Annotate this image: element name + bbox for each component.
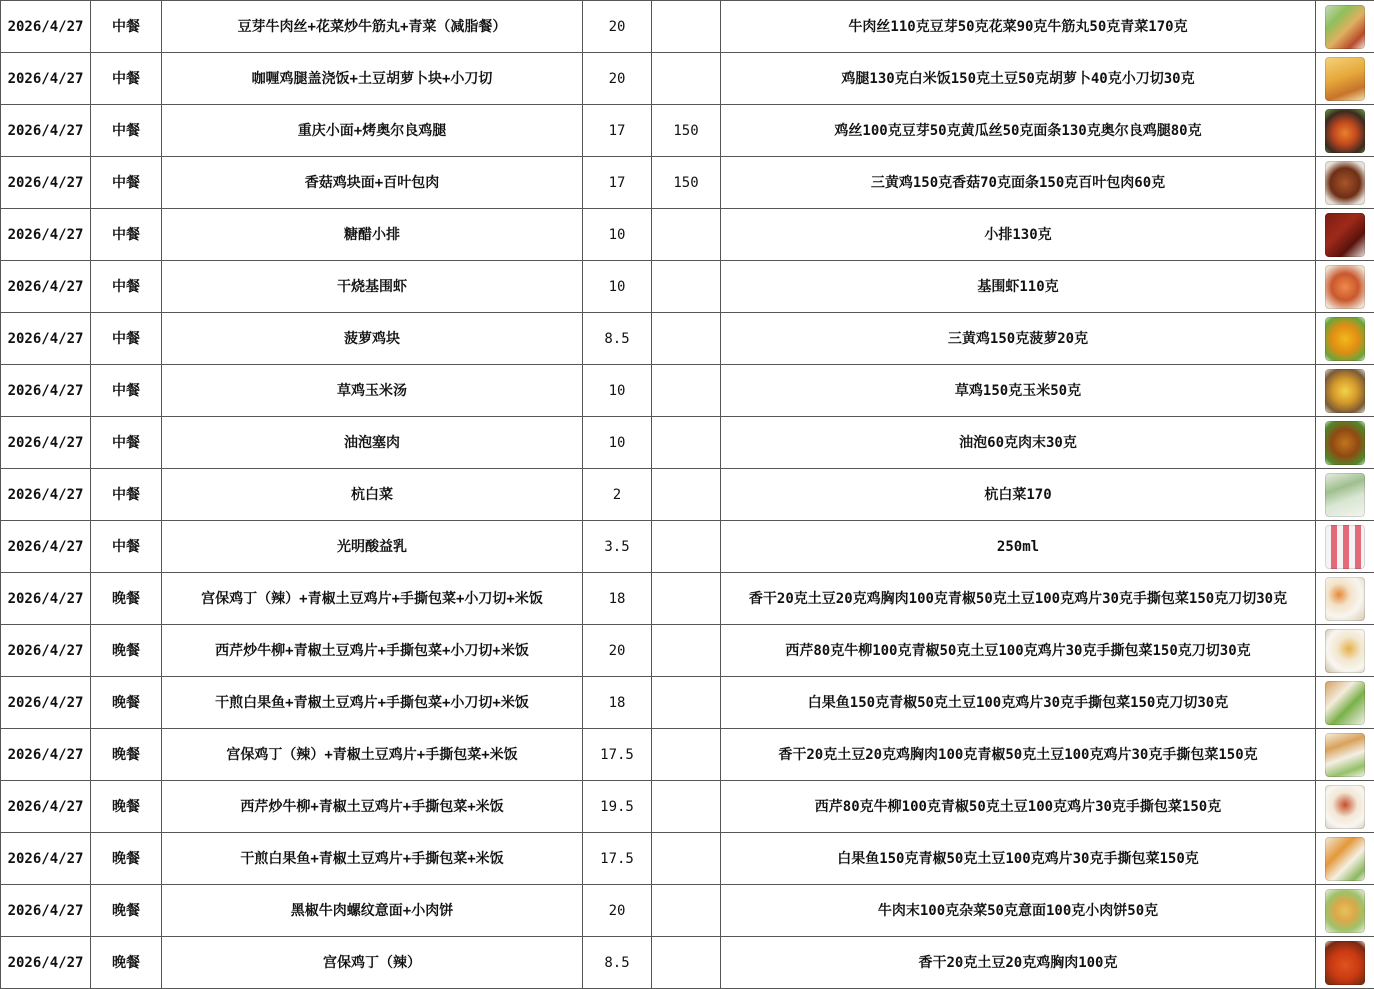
table-row xyxy=(1,469,1374,521)
pineapple-chicken-photo xyxy=(1325,317,1365,361)
date-cell[interactable]: 2026/4/27 xyxy=(1,53,91,105)
meal-type-cell[interactable]: 中餐 xyxy=(91,313,162,365)
dish-name-cell[interactable]: 宫保鸡丁（辣）+青椒土豆鸡片+手撕包菜+小刀切+米饭 xyxy=(162,573,583,625)
date-cell[interactable]: 2026/4/27 xyxy=(1,625,91,677)
extra-value-cell[interactable]: 150 xyxy=(652,105,721,157)
photo-cell[interactable] xyxy=(1316,1,1374,53)
set-meal-photo xyxy=(1325,577,1365,621)
photo-cell[interactable] xyxy=(1316,53,1374,105)
ingredients-cell[interactable]: 鸡丝100克豆芽50克黄瓜丝50克面条130克奥尔良鸡腿80克 xyxy=(721,105,1316,157)
photo-cell[interactable] xyxy=(1316,833,1374,885)
photo-cell[interactable] xyxy=(1316,417,1374,469)
extra-value-cell[interactable] xyxy=(652,209,721,261)
price-cell[interactable]: 8.5 xyxy=(583,313,652,365)
dish-name-cell[interactable]: 草鸡玉米汤 xyxy=(162,365,583,417)
photo-cell[interactable] xyxy=(1316,625,1374,677)
set-meal-photo xyxy=(1325,681,1365,725)
price-cell[interactable]: 19.5 xyxy=(583,781,652,833)
photo-cell[interactable] xyxy=(1316,677,1374,729)
photo-cell[interactable] xyxy=(1316,781,1374,833)
price-cell[interactable]: 18 xyxy=(583,573,652,625)
date-cell[interactable]: 2026/4/27 xyxy=(1,677,91,729)
dish-name-cell[interactable]: 黑椒牛肉螺纹意面+小肉饼 xyxy=(162,885,583,937)
date-cell[interactable]: 2026/4/27 xyxy=(1,729,91,781)
table-row xyxy=(1,1,1374,53)
price-cell[interactable]: 17 xyxy=(583,157,652,209)
date-cell[interactable]: 2026/4/27 xyxy=(1,261,91,313)
ingredients-cell[interactable]: 杭白菜170 xyxy=(721,469,1316,521)
photo-cell[interactable] xyxy=(1316,105,1374,157)
date-cell[interactable]: 2026/4/27 xyxy=(1,313,91,365)
yogurt-drink-photo xyxy=(1325,525,1365,569)
meal-type-cell[interactable]: 中餐 xyxy=(91,53,162,105)
ingredients-cell[interactable]: 三黄鸡150克菠萝20克 xyxy=(721,313,1316,365)
ingredients-cell[interactable]: 三黄鸡150克香菇70克面条150克百叶包肉60克 xyxy=(721,157,1316,209)
extra-value-cell[interactable] xyxy=(652,365,721,417)
date-cell[interactable]: 2026/4/27 xyxy=(1,365,91,417)
ingredients-cell[interactable]: 香干20克土豆20克鸡胸肉100克 xyxy=(721,937,1316,989)
dish-name-cell[interactable]: 重庆小面+烤奥尔良鸡腿 xyxy=(162,105,583,157)
chongqing-noodle-photo xyxy=(1325,109,1365,153)
meal-type-cell[interactable]: 晚餐 xyxy=(91,573,162,625)
set-meal-photo xyxy=(1325,785,1365,829)
extra-value-cell[interactable] xyxy=(652,417,721,469)
photo-cell[interactable] xyxy=(1316,313,1374,365)
photo-cell[interactable] xyxy=(1316,937,1374,989)
photo-cell[interactable] xyxy=(1316,209,1374,261)
price-cell[interactable]: 20 xyxy=(583,1,652,53)
date-cell[interactable]: 2026/4/27 xyxy=(1,833,91,885)
sweet-sour-ribs-photo xyxy=(1325,213,1365,257)
photo-cell[interactable] xyxy=(1316,469,1374,521)
extra-value-cell[interactable] xyxy=(652,261,721,313)
dish-name-cell[interactable]: 宫保鸡丁（辣）+青椒土豆鸡片+手撕包菜+米饭 xyxy=(162,729,583,781)
ingredients-cell[interactable]: 牛肉末100克杂菜50克意面100克小肉饼50克 xyxy=(721,885,1316,937)
price-cell[interactable]: 2 xyxy=(583,469,652,521)
extra-value-cell[interactable] xyxy=(652,573,721,625)
table-row xyxy=(1,417,1374,469)
extra-value-cell[interactable] xyxy=(652,885,721,937)
table-row xyxy=(1,781,1374,833)
photo-cell[interactable] xyxy=(1316,261,1374,313)
set-meal-photo xyxy=(1325,837,1365,881)
dish-name-cell[interactable]: 咖喱鸡腿盖浇饭+土豆胡萝卜块+小刀切 xyxy=(162,53,583,105)
extra-value-cell[interactable] xyxy=(652,937,721,989)
dish-name-cell[interactable]: 豆芽牛肉丝+花菜炒牛筋丸+青菜（减脂餐） xyxy=(162,1,583,53)
price-cell[interactable]: 20 xyxy=(583,625,652,677)
price-cell[interactable]: 17 xyxy=(583,105,652,157)
ingredients-cell[interactable]: 油泡60克肉末30克 xyxy=(721,417,1316,469)
extra-value-cell[interactable] xyxy=(652,625,721,677)
date-cell[interactable]: 2026/4/27 xyxy=(1,157,91,209)
table-row xyxy=(1,573,1374,625)
ingredients-cell[interactable]: 西芹80克牛柳100克青椒50克土豆100克鸡片30克手撕包菜150克 xyxy=(721,781,1316,833)
curry-chicken-rice-photo xyxy=(1325,57,1365,101)
photo-cell[interactable] xyxy=(1316,157,1374,209)
mushroom-chicken-noodle-photo xyxy=(1325,161,1365,205)
extra-value-cell[interactable] xyxy=(652,729,721,781)
date-cell[interactable]: 2026/4/27 xyxy=(1,573,91,625)
table-row xyxy=(1,365,1374,417)
extra-value-cell[interactable] xyxy=(652,677,721,729)
price-cell[interactable]: 3.5 xyxy=(583,521,652,573)
dish-name-cell[interactable]: 干煎白果鱼+青椒土豆鸡片+手撕包菜+小刀切+米饭 xyxy=(162,677,583,729)
extra-value-cell[interactable] xyxy=(652,781,721,833)
chicken-corn-soup-photo xyxy=(1325,369,1365,413)
photo-cell[interactable] xyxy=(1316,729,1374,781)
ingredients-cell[interactable]: 小排130克 xyxy=(721,209,1316,261)
table-row xyxy=(1,53,1374,105)
photo-cell[interactable] xyxy=(1316,885,1374,937)
photo-cell[interactable] xyxy=(1316,365,1374,417)
price-cell[interactable]: 20 xyxy=(583,885,652,937)
ingredients-cell[interactable]: 250ml xyxy=(721,521,1316,573)
meal-type-cell[interactable]: 晚餐 xyxy=(91,937,162,989)
ingredients-cell[interactable]: 香干20克土豆20克鸡胸肉100克青椒50克土豆100克鸡片30克手撕包菜150克刀切30克 xyxy=(721,573,1316,625)
dish-name-cell[interactable]: 干烧基围虾 xyxy=(162,261,583,313)
meal-type-cell[interactable]: 中餐 xyxy=(91,521,162,573)
dish-name-cell[interactable]: 干煎白果鱼+青椒土豆鸡片+手撕包菜+米饭 xyxy=(162,833,583,885)
ingredients-cell[interactable]: 基围虾110克 xyxy=(721,261,1316,313)
extra-value-cell[interactable] xyxy=(652,313,721,365)
meal-type-cell[interactable]: 中餐 xyxy=(91,417,162,469)
dish-name-cell[interactable]: 香菇鸡块面+百叶包肉 xyxy=(162,157,583,209)
stuffed-tofu-photo xyxy=(1325,421,1365,465)
price-cell[interactable]: 10 xyxy=(583,417,652,469)
shrimp-photo xyxy=(1325,265,1365,309)
extra-value-cell[interactable] xyxy=(652,833,721,885)
meal-type-cell[interactable]: 中餐 xyxy=(91,105,162,157)
extra-value-cell[interactable] xyxy=(652,53,721,105)
meal-type-cell[interactable]: 晚餐 xyxy=(91,833,162,885)
dish-name-cell[interactable]: 糖醋小排 xyxy=(162,209,583,261)
meal-type-cell[interactable]: 中餐 xyxy=(91,157,162,209)
photo-cell[interactable] xyxy=(1316,521,1374,573)
date-cell[interactable]: 2026/4/27 xyxy=(1,1,91,53)
dish-name-cell[interactable]: 光明酸益乳 xyxy=(162,521,583,573)
date-cell[interactable]: 2026/4/27 xyxy=(1,417,91,469)
price-cell[interactable]: 17.5 xyxy=(583,833,652,885)
price-cell[interactable]: 10 xyxy=(583,365,652,417)
bok-choy-photo xyxy=(1325,473,1365,517)
meal-type-cell[interactable]: 中餐 xyxy=(91,261,162,313)
table-row xyxy=(1,157,1374,209)
extra-value-cell[interactable] xyxy=(652,1,721,53)
meal-type-cell[interactable]: 中餐 xyxy=(91,209,162,261)
set-meal-photo xyxy=(1325,733,1365,777)
table-row xyxy=(1,105,1374,157)
meal-type-cell[interactable]: 晚餐 xyxy=(91,885,162,937)
meal-type-cell[interactable]: 中餐 xyxy=(91,1,162,53)
date-cell[interactable]: 2026/4/27 xyxy=(1,781,91,833)
ingredients-cell[interactable]: 香干20克土豆20克鸡胸肉100克青椒50克土豆100克鸡片30克手撕包菜150克 xyxy=(721,729,1316,781)
table-row xyxy=(1,937,1374,989)
price-cell[interactable]: 18 xyxy=(583,677,652,729)
ingredients-cell[interactable]: 白果鱼150克青椒50克土豆100克鸡片30克手撕包菜150克 xyxy=(721,833,1316,885)
dish-name-cell[interactable]: 杭白菜 xyxy=(162,469,583,521)
photo-cell[interactable] xyxy=(1316,573,1374,625)
price-cell[interactable]: 8.5 xyxy=(583,937,652,989)
table-row xyxy=(1,313,1374,365)
meal-type-cell[interactable]: 中餐 xyxy=(91,365,162,417)
table-row xyxy=(1,261,1374,313)
dish-name-cell[interactable]: 西芹炒牛柳+青椒土豆鸡片+手撕包菜+小刀切+米饭 xyxy=(162,625,583,677)
set-meal-photo xyxy=(1325,629,1365,673)
table-row xyxy=(1,729,1374,781)
ingredients-cell[interactable]: 草鸡150克玉米50克 xyxy=(721,365,1316,417)
date-cell[interactable]: 2026/4/27 xyxy=(1,885,91,937)
table-row xyxy=(1,625,1374,677)
meal-type-cell[interactable]: 晚餐 xyxy=(91,781,162,833)
extra-value-cell[interactable] xyxy=(652,521,721,573)
date-cell[interactable]: 2026/4/27 xyxy=(1,105,91,157)
table-row xyxy=(1,885,1374,937)
extra-value-cell[interactable]: 150 xyxy=(652,157,721,209)
table-row xyxy=(1,521,1374,573)
ingredients-cell[interactable]: 鸡腿130克白米饭150克土豆50克胡萝卜40克小刀切30克 xyxy=(721,53,1316,105)
ingredients-cell[interactable]: 西芹80克牛柳100克青椒50克土豆100克鸡片30克手撕包菜150克刀切30克 xyxy=(721,625,1316,677)
price-cell[interactable]: 17.5 xyxy=(583,729,652,781)
pasta-photo xyxy=(1325,889,1365,933)
menu-table-body xyxy=(1,1,1374,989)
meal-type-cell[interactable]: 晚餐 xyxy=(91,625,162,677)
date-cell[interactable]: 2026/4/27 xyxy=(1,209,91,261)
price-cell[interactable]: 10 xyxy=(583,209,652,261)
table-row xyxy=(1,833,1374,885)
extra-value-cell[interactable] xyxy=(652,469,721,521)
table-row xyxy=(1,677,1374,729)
dish-name-cell[interactable]: 宫保鸡丁（辣） xyxy=(162,937,583,989)
ingredients-cell[interactable]: 白果鱼150克青椒50克土豆100克鸡片30克手撕包菜150克刀切30克 xyxy=(721,677,1316,729)
price-cell[interactable]: 10 xyxy=(583,261,652,313)
price-cell[interactable]: 20 xyxy=(583,53,652,105)
date-cell[interactable]: 2026/4/27 xyxy=(1,937,91,989)
bento-box-photo xyxy=(1325,5,1365,49)
meal-type-cell[interactable]: 晚餐 xyxy=(91,677,162,729)
date-cell[interactable]: 2026/4/27 xyxy=(1,521,91,573)
meal-type-cell[interactable]: 中餐 xyxy=(91,469,162,521)
meal-type-cell[interactable]: 晚餐 xyxy=(91,729,162,781)
ingredients-cell[interactable]: 牛肉丝110克豆芽50克花菜90克牛筋丸50克青菜170克 xyxy=(721,1,1316,53)
dish-name-cell[interactable]: 西芹炒牛柳+青椒土豆鸡片+手撕包菜+米饭 xyxy=(162,781,583,833)
dish-name-cell[interactable]: 油泡塞肉 xyxy=(162,417,583,469)
date-cell[interactable]: 2026/4/27 xyxy=(1,469,91,521)
kung-pao-chicken-photo xyxy=(1325,941,1365,985)
table-row xyxy=(1,209,1374,261)
dish-name-cell[interactable]: 菠萝鸡块 xyxy=(162,313,583,365)
